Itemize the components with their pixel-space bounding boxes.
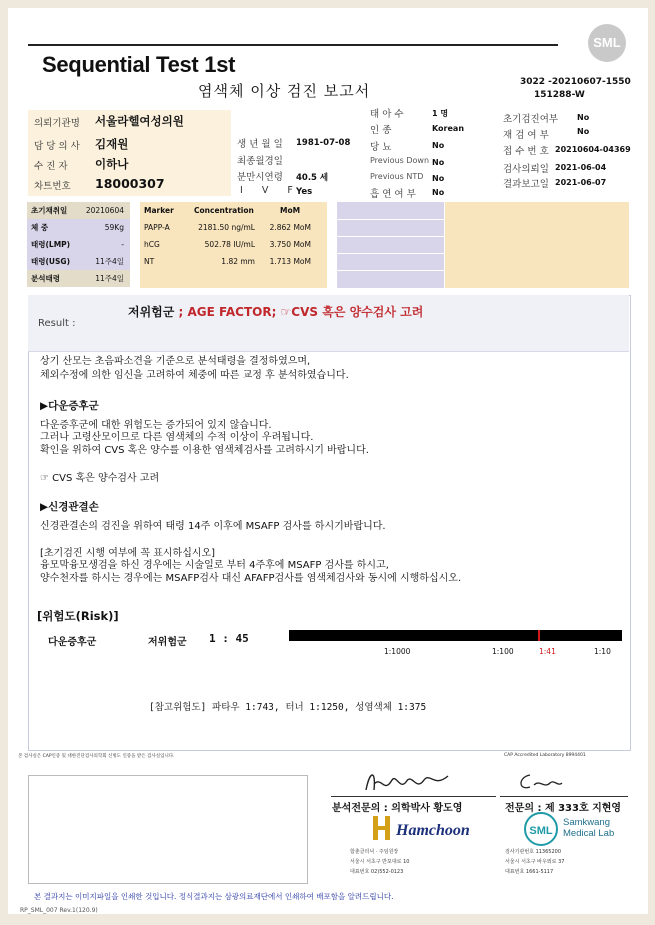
lmp-label: 최종월경일	[237, 156, 283, 167]
note-line-2: 융모막융모생검을 하신 경우에는 시술일로 부터 4주후에 MSAFP 검사를 하시고,	[40, 560, 389, 571]
chart-number-value: 18000307	[95, 176, 165, 191]
concentration-header: Concentration	[194, 206, 254, 215]
grid-cell	[337, 271, 444, 288]
marker-concentration: 2181.50 ng/mL	[198, 223, 255, 232]
sample-label: 체 중	[27, 219, 79, 236]
sample-row	[27, 270, 130, 287]
marker-name: hCG	[144, 240, 160, 249]
marker-table	[140, 202, 327, 288]
marker-mom: 3.750 MoM	[269, 240, 311, 249]
hamchoon-logo-text: Hamchoon	[396, 822, 470, 839]
sample-label: 분석태령	[27, 270, 79, 287]
diabetes-value: No	[432, 141, 445, 150]
marker-concentration: 1.82 mm	[221, 257, 255, 266]
smoking-value: No	[432, 188, 445, 197]
first-test-label: 초기검진여부	[503, 114, 559, 125]
risk-scale-bar	[289, 630, 622, 641]
sample-value: -	[79, 236, 130, 253]
sample-value: 11주4일	[79, 253, 130, 270]
scale-1-41: 1:41	[539, 647, 556, 656]
risk-marker	[538, 630, 540, 641]
receipt-number-value: 20210604-04369	[555, 145, 631, 154]
cap-note: CAP Accredited Laboratory 8994401	[504, 753, 586, 758]
sample-info-table	[27, 202, 130, 287]
sample-row	[27, 236, 130, 253]
sample-label: 초기채취일	[27, 202, 79, 219]
marker-concentration: 502.78 IU/mL	[204, 240, 255, 249]
sample-value: 59Kg	[79, 219, 130, 236]
sample-value: 20210604	[79, 202, 130, 219]
institution-label: 의뢰기관명	[34, 118, 80, 129]
cvs-recommendation: ☞ CVS 혹은 양수검사 고려	[40, 473, 160, 484]
result-label: Result :	[38, 318, 76, 329]
hamchoon-logo-icon	[370, 816, 394, 840]
marker-header: Marker	[144, 206, 174, 215]
blank-comment-box	[28, 775, 308, 884]
ivf-value: Yes	[296, 187, 313, 197]
report-subtitle: 염색체 이상 검진 보고서	[198, 82, 371, 100]
sample-row	[27, 253, 130, 270]
doctor-value: 김재원	[95, 137, 129, 151]
sml-brand-line-2: Medical Lab	[563, 828, 615, 839]
patient-value: 이하나	[95, 157, 129, 171]
hamchoon-address-2: 서울시 서초구 반포대로 10	[350, 859, 410, 865]
dob-label: 생 년 월 일	[237, 139, 283, 150]
mom-header: MoM	[280, 206, 301, 215]
fetus-count-value: 1 명	[432, 109, 449, 118]
previous-ntd-label: Previous NTD	[370, 172, 424, 181]
marker-row	[140, 253, 327, 270]
maternal-age-value: 40.5 세	[296, 173, 329, 183]
down-line-3: 확인을 위하여 CVS 혹은 양수를 이용한 염색체검사를 고려하시기 바랍니다.	[40, 445, 369, 456]
sml-address-3: 대표번호 1661-5117	[505, 869, 554, 875]
grid-cell	[337, 254, 444, 270]
previous-down-value: No	[432, 158, 445, 167]
down-line-1: 다운증후군에 대한 위험도는 증가되어 있지 않습니다.	[40, 420, 272, 431]
note-line-3: 양수천자를 하시는 경우에는 MSAFP검사 대신 AFAFP검사를 염색체검사와 동시에 시행하십시오.	[40, 573, 462, 584]
retest-label: 재 검 여 부	[503, 130, 549, 141]
printout-warning: 본 결과지는 이미지파일을 인쇄한 것입니다. 정식결과지는 삼광의료재단에서 인쇄하여 배포함을 알려드립니다.	[34, 892, 394, 901]
race-value: Korean	[432, 124, 465, 133]
ivf-label: I V F	[240, 185, 301, 196]
report-date-label: 결과보고일	[503, 179, 549, 190]
request-date-value: 2021-06-04	[555, 163, 607, 172]
form-number: RP_SML_007 Rev.1(120.9)	[20, 907, 98, 914]
report-number-1: 3022 -20210607-1550	[520, 77, 631, 87]
sml-address-1: 검사기관번호 11365200	[505, 849, 562, 855]
risk-heading: [위험도(Risk)]	[37, 609, 119, 623]
ntd-heading: ▶신경관결손	[40, 501, 99, 513]
report-number-2: 151288-W	[534, 90, 585, 100]
scale-1-100: 1:100	[492, 647, 514, 656]
race-label: 인 종	[370, 125, 392, 136]
sml-address-2: 서울시 서초구 바우뫼로 37	[505, 859, 565, 865]
marker-row	[140, 236, 327, 253]
ntd-line-1: 신경관결손의 검진을 위하여 태령 14주 이후에 MSAFP 검사를 하시기바랍니다.	[40, 521, 386, 532]
retest-value: No	[577, 127, 590, 136]
scale-1-10: 1:10	[594, 647, 611, 656]
intro-line-1: 상기 산모는 초음파소견을 기준으로 분석태령을 결정하였으며,	[40, 356, 311, 367]
sample-label: 태령(LMP)	[27, 236, 79, 253]
reference-risk: [참고위험도] 파타우 1:743, 터너 1:1250, 성염색체 1:375	[149, 702, 427, 713]
marker-mom: 2.862 MoM	[269, 223, 311, 232]
patient-label: 수 진 자	[34, 161, 68, 172]
grid-cell	[337, 202, 444, 219]
note-line-1: [초기검진 시행 여부에 꼭 표시하십시오]	[40, 548, 216, 559]
right-signature-line	[500, 796, 628, 797]
risk-condition: 다운증후군	[48, 637, 97, 648]
result-risk-level: 저위험군	[128, 305, 179, 319]
first-test-value: No	[577, 113, 590, 122]
signature-hwang	[362, 766, 454, 798]
sample-row	[27, 202, 130, 219]
marker-mom: 1.713 MoM	[269, 257, 311, 266]
intro-line-2: 체외수정에 의한 임신을 고려하여 체중에 따른 교정 후 분석하였습니다.	[40, 370, 349, 381]
signature-ji	[514, 771, 564, 793]
sml-brand-line-1: Samkwang	[563, 817, 610, 828]
doctor-label: 담 당 의 사	[34, 141, 80, 152]
scale-1-1000: 1:1000	[384, 647, 411, 656]
diabetes-label: 당 뇨	[370, 142, 392, 153]
risk-ratio: 1 : 45	[209, 632, 249, 645]
institution-value: 서울라헬여성의원	[95, 114, 184, 128]
result-summary	[128, 303, 423, 320]
marker-row	[140, 219, 327, 236]
left-signature-line	[331, 796, 496, 797]
chart-number-label: 차트번호	[34, 181, 71, 192]
hamchoon-address-1: 함춘클리닉 · 주임원장	[350, 849, 399, 855]
sample-row	[27, 219, 130, 236]
maternal-age-label: 분만시연령	[237, 172, 283, 183]
marker-header-row	[140, 202, 327, 219]
previous-ntd-value: No	[432, 174, 445, 183]
grid-cell	[445, 202, 629, 288]
down-line-2: 그러나 고령산모이므로 다른 염색체의 수적 이상이 우려됩니다.	[40, 432, 314, 443]
marker-name: PAPP-A	[144, 223, 170, 232]
risk-level: 저위험군	[148, 637, 187, 648]
smoking-label: 흡 연 여 부	[370, 189, 416, 200]
analyst-label: 분석전문의 : 의학박사 황도영	[332, 803, 463, 814]
sml-logo-icon: SML	[524, 812, 558, 846]
marker-name: NT	[144, 257, 155, 266]
receipt-number-label: 접 수 번 호	[503, 146, 549, 157]
sample-label: 태령(USG)	[27, 253, 79, 270]
hamchoon-address-3: 대표번호 02)552-0123	[350, 869, 404, 875]
sml-logo-badge: SML	[588, 24, 626, 62]
report-date-value: 2021-06-07	[555, 178, 607, 187]
result-recommendation: ; AGE FACTOR; ☞CVS 혹은 양수검사 고려	[178, 305, 424, 319]
dob-value: 1981-07-08	[296, 138, 351, 148]
report-title: Sequential Test 1st	[42, 52, 236, 77]
request-date-label: 검사의뢰일	[503, 164, 549, 175]
grid-cell	[337, 220, 444, 236]
down-syndrome-heading: ▶다운증후군	[40, 400, 99, 412]
sample-value: 11주4일	[79, 270, 130, 287]
empty-marker-grid	[337, 202, 629, 288]
grid-cell	[337, 237, 444, 253]
accreditation-note: 본 검사실은 CAP인증 및 대한진단검사의학회 신빙도 인증을 받은 검사실입니다.	[18, 754, 175, 759]
fetus-count-label: 태 아 수	[370, 109, 404, 120]
specialist-label: 전문의 : 제 333호 지현영	[505, 803, 622, 814]
previous-down-label: Previous Down	[370, 156, 430, 165]
